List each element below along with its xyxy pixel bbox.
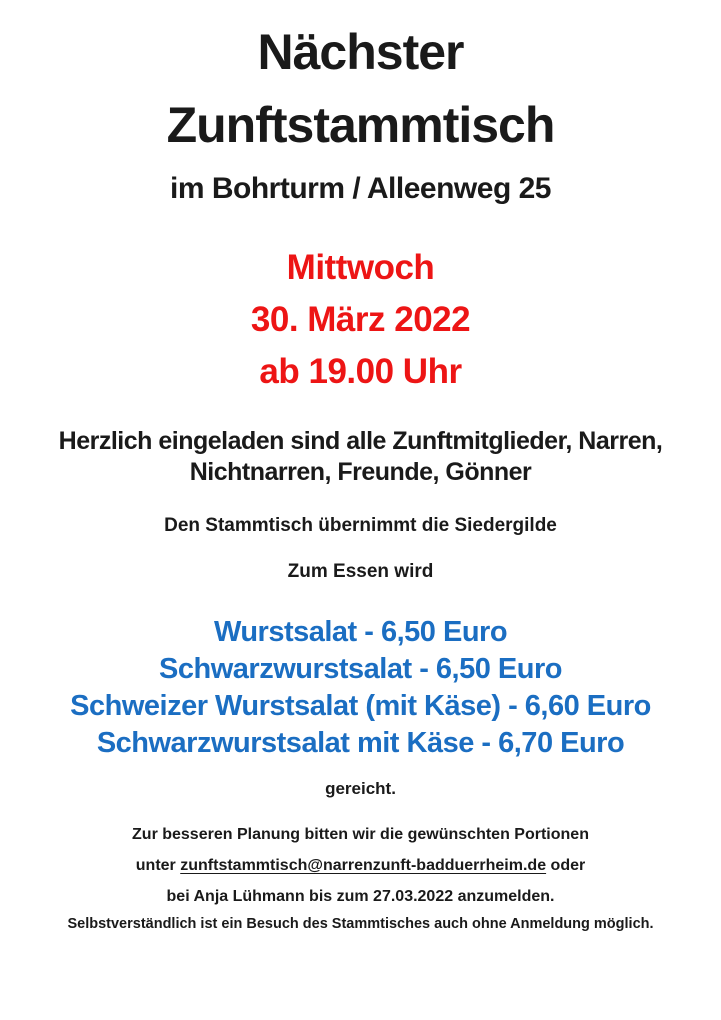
registration-line2-prefix: unter [135,857,181,874]
flyer-subtitle: im Bohrturm / Alleenweg 25 [170,172,551,205]
event-weekday: Mittwoch [286,248,435,287]
registration-line2 [0,855,721,877]
registration-line1: Zur besseren Planung bitten wir die gewünschten Portionen [132,826,589,843]
invitation-text [0,426,721,488]
event-time: ab 19.00 Uhr [259,352,462,391]
invitation-line1: Herzlich eingeladen sind alle Zunftmitglieder, Narren, [58,427,663,455]
food-intro: Zum Essen wird [287,561,434,582]
menu-item: Wurstsalat - 6,50 Euro [213,616,508,648]
menu-item: Schwarzwurstsalat - 6,50 Euro [159,653,562,685]
menu-item: Schwarzwurstsalat mit Käse - 6,70 Euro [96,727,625,759]
event-datetime [0,242,721,398]
menu-outro: gereicht. [325,779,396,798]
registration-info [0,824,721,934]
flyer-title [0,0,721,162]
host-note: Den Stammtisch übernimmt die Siedergilde [164,515,557,536]
event-date: 30. März 2022 [250,300,471,339]
registration-line3: bei Anja Lühmann bis zum 27.03.2022 anzumelden. [166,888,555,905]
registration-line4: Selbstverständlich ist ein Besuch des Stammtisches auch ohne Anmeldung möglich. [67,916,654,932]
menu-item: Schweizer Wurstsalat (mit Käse) - 6,60 Euro [70,690,651,722]
flyer-title-line2: Zunftstammtisch [166,97,555,153]
flyer-title-line1: Nächster [257,24,464,80]
email-link[interactable]: zunftstammtisch@narrenzunft-badduerrheim.de [180,857,547,874]
menu-list [0,614,721,762]
registration-line2-suffix: oder [546,857,586,874]
invitation-line2: Nichtnarren, Freunde, Gönner [189,458,532,486]
